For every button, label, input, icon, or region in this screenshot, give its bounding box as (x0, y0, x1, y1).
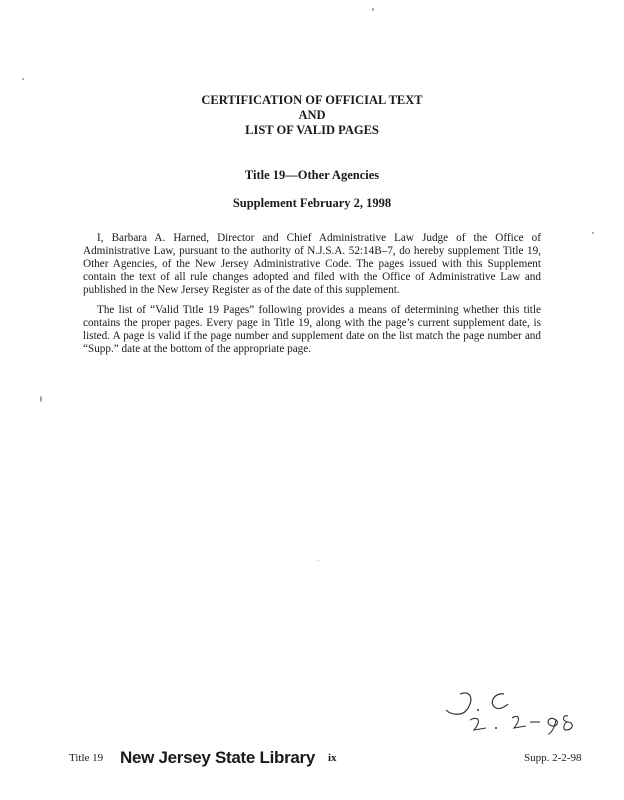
heading-line-3: LIST OF VALID PAGES (245, 123, 379, 137)
certification-heading (0, 93, 624, 138)
paragraph-certification: I, Barbara A. Harned, Director and Chief Administrative Law Judge of the Office of Administrative Law, pursuant to the authority of N.J.S.A. 52:14B–7, do hereby supplement Title 19, Other Agencies, of the New Jersey Administrative Code. The pages issued with this Supplement contain the text of all rule changes adopted and filed with the Office of Administrative Law and published in the New Jersey Register as of the date of this supplement. (83, 232, 541, 296)
handwritten-initials-signature (430, 686, 590, 736)
scan-speck (318, 560, 319, 561)
certification-body (83, 232, 541, 363)
page-footer (0, 748, 624, 772)
scan-speck (40, 396, 42, 402)
library-stamp: New Jersey State Library (120, 748, 316, 767)
paragraph-valid-pages: The list of “Valid Title 19 Pages” following provides a means of determining whether this title contains the proper pages. Every page in Title 19, along with the page’s current supplement date, is listed. A page is valid if the page number and supplement date on the list match the page number and “Supp.” date at the bottom of the appropriate page. (83, 304, 541, 355)
scan-speck (372, 8, 374, 11)
supplement-date-heading: Supplement February 2, 1998 (232, 196, 392, 210)
scan-speck (592, 232, 594, 234)
footer-page-number: ix (328, 752, 337, 764)
heading-line-2: AND (298, 108, 326, 122)
scan-speck (22, 78, 24, 80)
heading-line-1: CERTIFICATION OF OFFICIAL TEXT (201, 93, 423, 107)
footer-title-label: Title 19 (69, 752, 104, 764)
footer-supplement-date: Supp. 2-2-98 (524, 752, 582, 764)
title-subheading: Title 19—Other Agencies (244, 168, 380, 182)
